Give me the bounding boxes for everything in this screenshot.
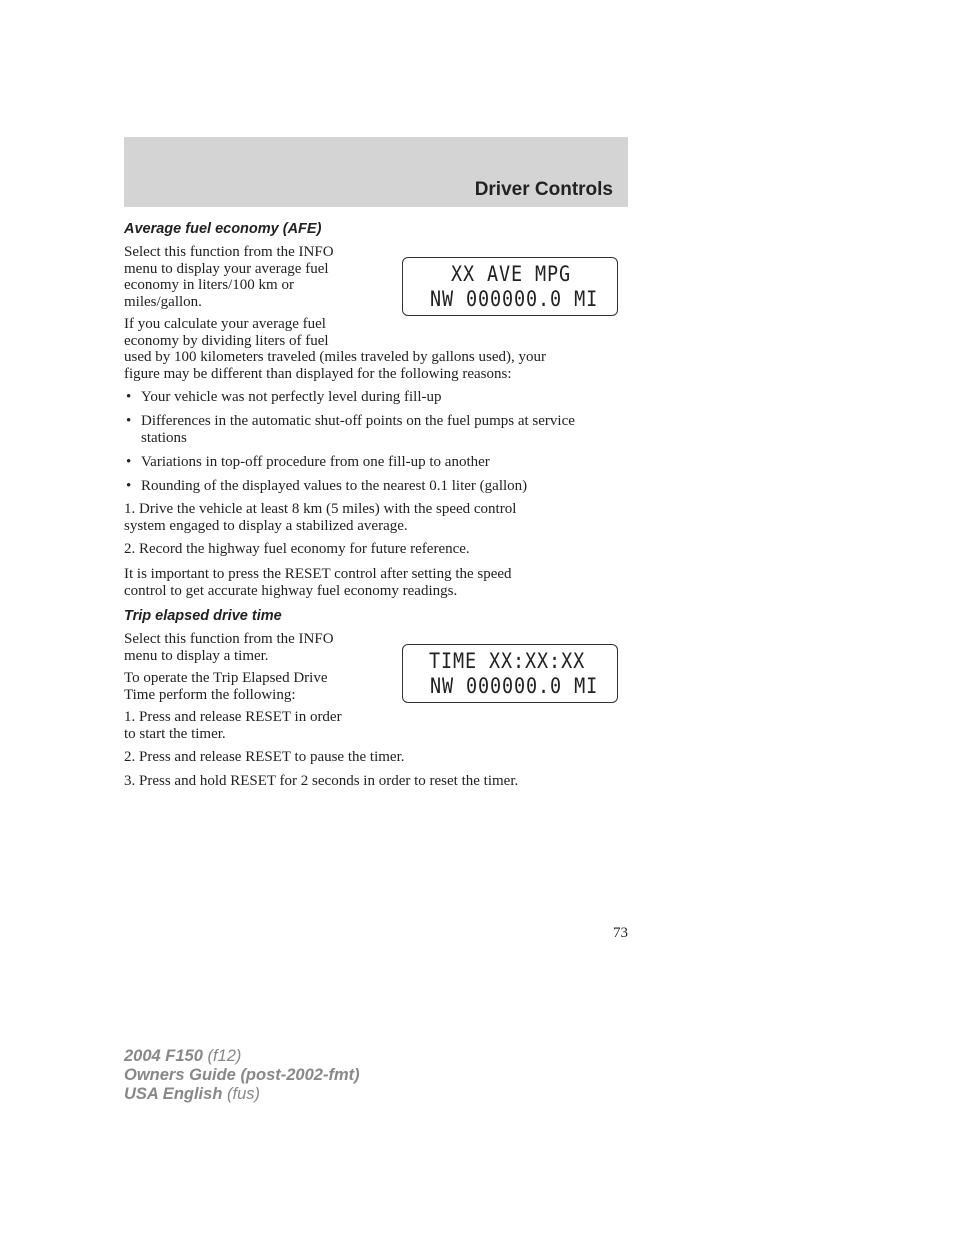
text-line: miles/gallon.: [124, 293, 202, 310]
afe-calc-paragraph-continued: [124, 349, 614, 382]
footer-line-language: USA English (fus): [124, 1085, 260, 1103]
trip-step-3: 3. Press and hold RESET for 2 seconds in order to reset the timer.: [124, 773, 519, 789]
trip-step-2: 2. Press and release RESET to pause the timer.: [124, 749, 405, 765]
afe-reset-note: [124, 566, 614, 599]
text-line: 1. Press and release RESET in order: [124, 709, 342, 725]
text-line: menu to display your average fuel: [124, 260, 329, 277]
trip-intro-paragraph: [124, 631, 384, 664]
afe-step-2: 2. Record the highway fuel economy for future reference.: [124, 541, 470, 557]
text-line: menu to display a timer.: [124, 647, 269, 664]
footer-line-guide: Owners Guide (post-2002-fmt): [124, 1066, 360, 1084]
text-line: to start the timer.: [124, 725, 226, 742]
trip-display-illustration: [402, 644, 618, 703]
list-item: • Rounding of the displayed values to the nearest 0.1 liter (gallon): [126, 477, 528, 494]
afe-display-line-2: NW 000000.0 MI: [430, 287, 599, 311]
text-line: 1. Drive the vehicle at least 8 km (5 miles) with the speed control: [124, 501, 517, 517]
text-line: system engaged to display a stabilized average.: [124, 517, 408, 534]
trip-display-line-1: TIME XX:XX:XX: [429, 649, 586, 673]
afe-intro-paragraph: [124, 244, 384, 310]
text-line: economy in liters/100 km or: [124, 277, 294, 293]
text-line: economy by dividing liters of fuel: [124, 332, 329, 349]
list-item: • Differences in the automatic shut-off points on the fuel pumps at service stations: [126, 413, 575, 446]
header-band: [124, 137, 628, 207]
list-item: • Variations in top-off procedure from one fill-up to another: [126, 453, 490, 470]
list-item: • Your vehicle was not perfectly level during fill-up: [126, 389, 442, 405]
afe-step-1: [124, 501, 614, 534]
text-line: Time perform the following:: [124, 686, 296, 703]
section-title: Driver Controls: [474, 179, 613, 200]
trip-step-1: [124, 709, 384, 742]
text-line: used by 100 kilometers traveled (miles traveled by gallons used), your: [124, 349, 546, 365]
text-line: control to get accurate highway fuel economy readings.: [124, 582, 458, 599]
afe-display-illustration: [402, 257, 618, 316]
page-number: 73: [613, 925, 628, 941]
text-line: Select this function from the INFO: [124, 631, 334, 647]
text-line: figure may be different than displayed for the following reasons:: [124, 365, 512, 382]
reasons-list: [124, 389, 614, 502]
text-line: To operate the Trip Elapsed Drive: [124, 670, 328, 686]
afe-display-line-1: XX AVE MPG: [451, 262, 572, 286]
text-line: Select this function from the INFO: [124, 244, 334, 260]
trip-operate-paragraph: [124, 670, 384, 703]
footer-line-model: 2004 F150 (f12): [124, 1047, 242, 1065]
afe-calc-paragraph: [124, 316, 384, 349]
text-line: It is important to press the RESET control after setting the speed: [124, 566, 512, 582]
trip-display-line-2: NW 000000.0 MI: [430, 674, 599, 698]
trip-heading: Trip elapsed drive time: [124, 608, 282, 624]
afe-heading: Average fuel economy (AFE): [124, 221, 322, 237]
document-footer: [124, 1047, 360, 1104]
text-line: If you calculate your average fuel: [124, 316, 326, 332]
